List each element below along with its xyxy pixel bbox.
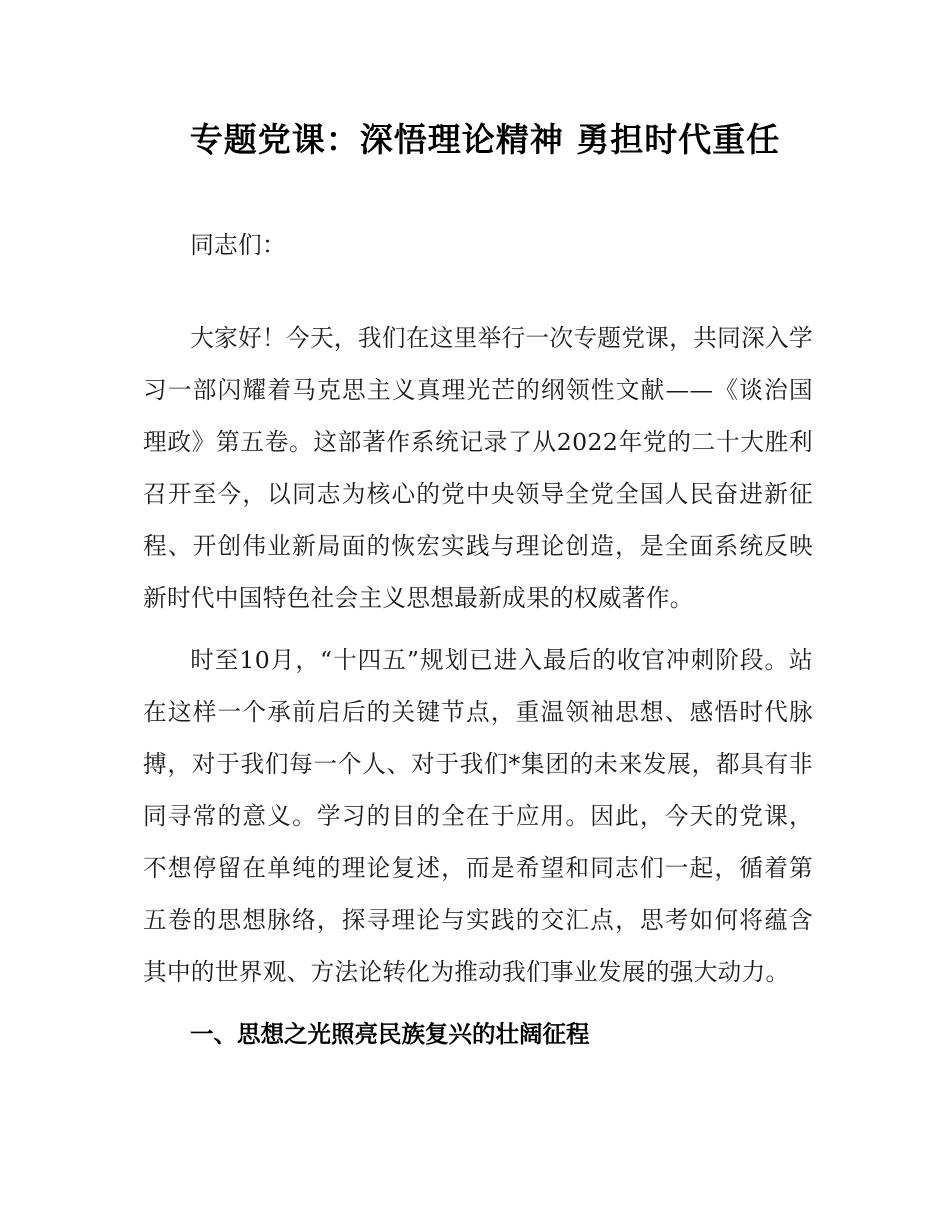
document-title: 专题党课：深悟理论精神 勇担时代重任	[189, 120, 781, 159]
section-heading-1: 一、思想之光照亮民族复兴的壮阔征程	[190, 1020, 590, 1048]
paragraph-context: 时至10月，“十四五”规划已进入最后的收官冲刺阶段。站在这样一个承前启后的关键节点，重温领袖思想、感悟时代脉搏，对于我们每一个人、对于我们*集团的未来发展，都具有非同寻常的意义。学习的目的全在于应用。因此，今天的党课，不想停留在单纯的理论复述，而是希望和同志们一起，循着第五卷的思想脉络，探寻理论与实践的交汇点，思考如何将蕴含其中的世界观、方法论转化为推动我们事业发展的强大动力。	[143, 646, 813, 986]
salutation: 同志们：	[190, 231, 286, 259]
paragraph-intro: 大家好！今天，我们在这里举行一次专题党课，共同深入学习一部闪耀着马克思主义真理光芒的纲领性文献——《谈治国理政》第五卷。这部著作系统记录了从2022年党的二十大胜利召开至今，以同志为核心的党中央领导全党全国人民奋进新征程、开创伟业新局面的恢宏实践与理论创造，是全面系统反映新时代中国特色社会主义思想最新成果的权威著作。	[143, 324, 813, 612]
document-body	[143, 219, 813, 1084]
